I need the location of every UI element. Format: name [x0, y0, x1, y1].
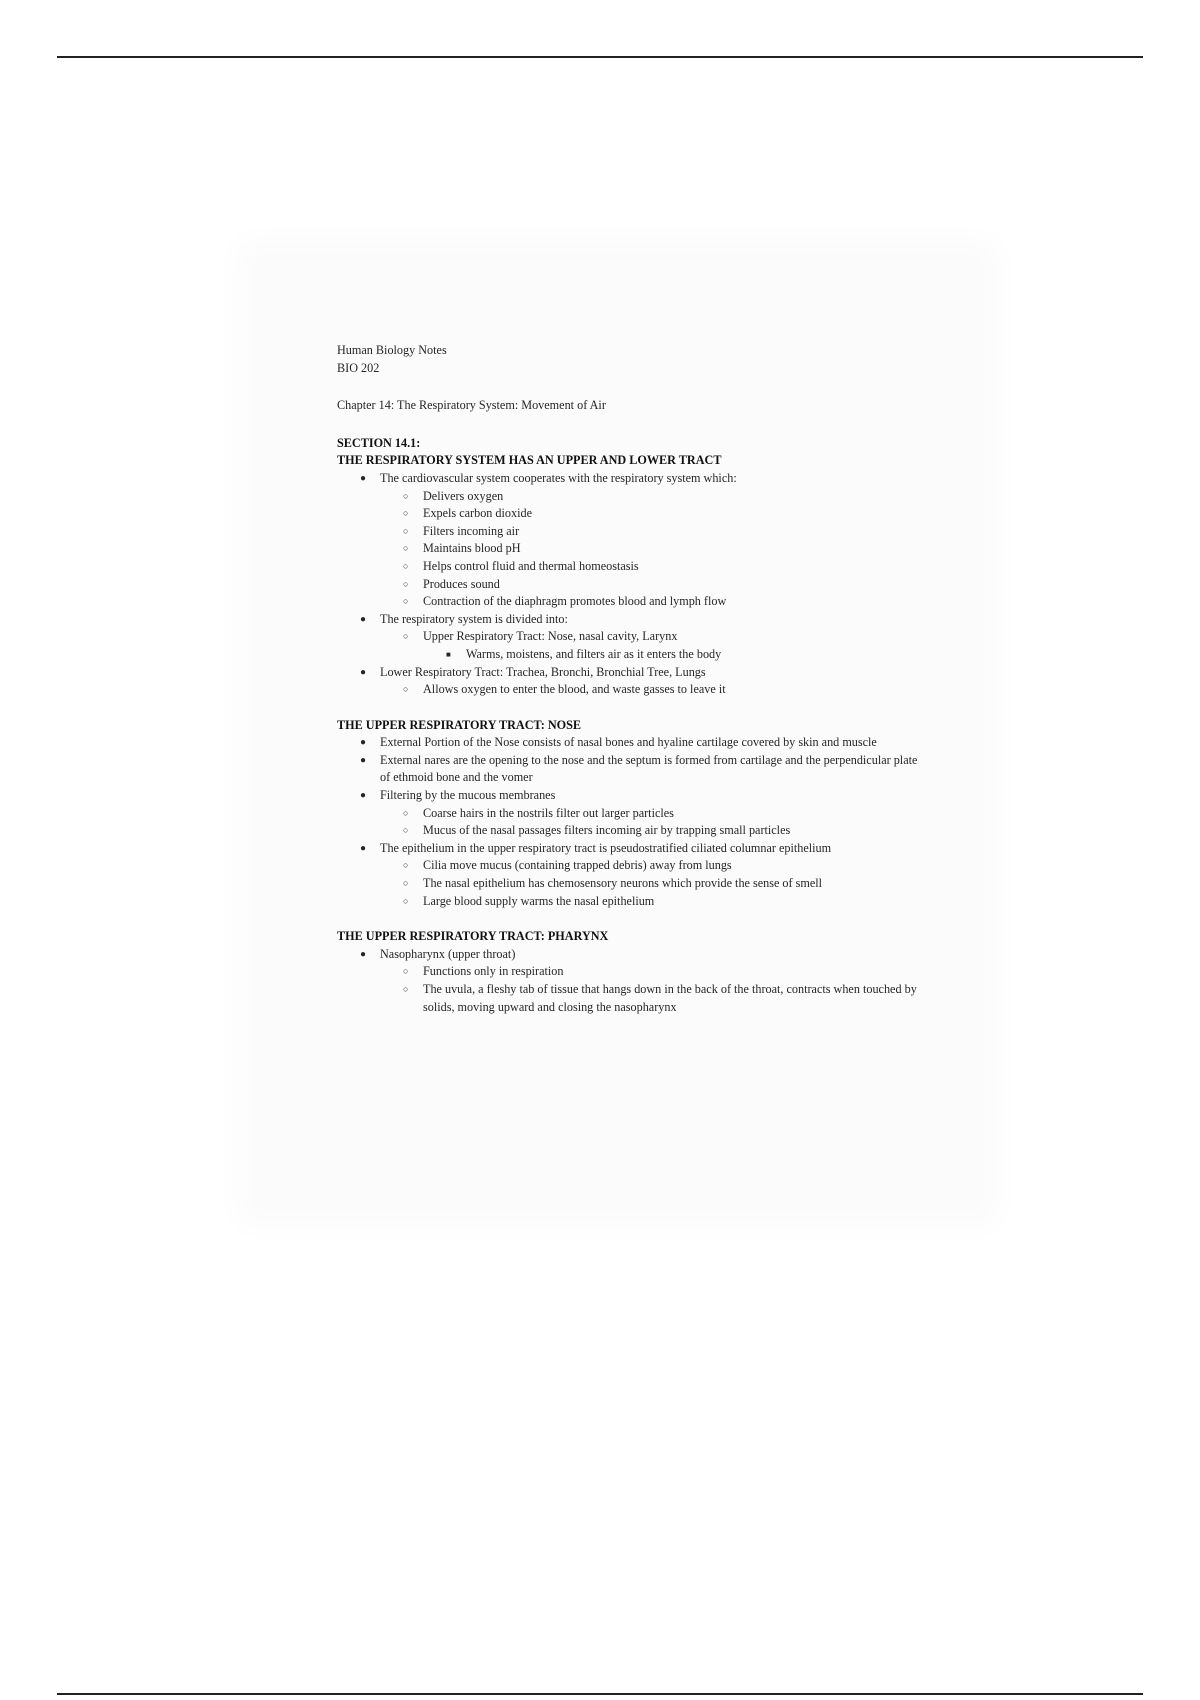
list-item [337, 946, 927, 964]
list-item [337, 611, 927, 629]
section-label: SECTION 14.1: [337, 435, 421, 450]
list-item-text: The nasal epithelium has chemosensory neurons which provide the sense of smell [423, 876, 823, 891]
circle-marker: ○ [403, 560, 409, 571]
section-heading-tracts: THE RESPIRATORY SYSTEM HAS AN UPPER AND LOWER TRACT [337, 453, 722, 468]
list-item [337, 893, 927, 911]
list-item-text: The epithelium in the upper respiratory tract is pseudostratified ciliated columnar epithelium [380, 840, 832, 855]
list-item [337, 523, 927, 541]
nose-list [337, 734, 927, 910]
list-item [337, 646, 927, 664]
circle-marker: ○ [403, 684, 409, 695]
list-item-text: Delivers oxygen [423, 488, 504, 503]
section-heading-pharynx: THE UPPER RESPIRATORY TRACT: PHARYNX [337, 929, 609, 944]
list-item [337, 540, 927, 558]
bullet-marker: ● [360, 613, 367, 625]
bullet-marker: ● [360, 666, 367, 678]
list-item-text: Nasopharynx (upper throat) [380, 946, 516, 961]
list-item-text: Lower Respiratory Tract: Trachea, Bronchi, Bronchial Tree, Lungs [380, 664, 706, 679]
list-item-text: Warms, moistens, and filters air as it enters the body [466, 646, 722, 661]
list-item-text: External Portion of the Nose consists of nasal bones and hyaline cartilage covered by skin and muscle [380, 735, 877, 750]
list-item-text: Mucus of the nasal passages filters incoming air by trapping small particles [423, 823, 791, 838]
list-item-text: Helps control fluid and thermal homeostasis [423, 558, 639, 573]
list-item [337, 488, 927, 506]
bullet-marker: ● [360, 790, 367, 802]
list-item-text: Functions only in respiration [423, 964, 564, 979]
circle-marker: ○ [403, 490, 409, 501]
list-item [337, 875, 927, 893]
list-item [337, 805, 927, 823]
list-item-text: Large blood supply warms the nasal epithelium [423, 893, 655, 908]
circle-marker: ○ [403, 596, 409, 607]
bullet-marker: ● [360, 754, 367, 766]
notes-title: Human Biology Notes [337, 343, 447, 357]
list-item [337, 787, 927, 805]
list-item [337, 963, 927, 981]
circle-marker: ○ [403, 543, 409, 554]
list-item-text: The respiratory system is divided into: [380, 611, 568, 626]
list-item [337, 981, 927, 1016]
list-item-text: Filters incoming air [423, 523, 520, 538]
list-item [337, 576, 927, 594]
chapter-title: Chapter 14: The Respiratory System: Movement of Air [337, 398, 606, 413]
list-item-text: Upper Respiratory Tract: Nose, nasal cavity, Larynx [423, 629, 678, 644]
circle-marker: ○ [403, 860, 409, 871]
circle-marker: ○ [403, 525, 409, 536]
circle-marker: ○ [403, 578, 409, 589]
circle-marker: ○ [403, 966, 409, 977]
circle-marker: ○ [403, 984, 409, 994]
list-item [337, 505, 927, 523]
list-item [337, 752, 927, 787]
list-item [337, 628, 927, 646]
list-item [337, 681, 927, 699]
list-item [337, 664, 927, 682]
list-item [337, 470, 927, 488]
course-code: BIO 202 [337, 360, 380, 375]
bullet-marker: ● [360, 737, 367, 749]
tracts-list [337, 470, 927, 699]
circle-marker: ○ [403, 807, 409, 818]
circle-marker: ○ [403, 825, 409, 836]
circle-marker: ○ [403, 508, 409, 519]
bullet-marker: ● [360, 472, 367, 484]
list-item [337, 593, 927, 611]
list-item [337, 840, 927, 858]
list-item-text: Cilia move mucus (containing trapped debris) away from lungs [423, 858, 732, 873]
list-item-text: Contraction of the diaphragm promotes blood and lymph flow [423, 594, 727, 609]
list-item-text: The cardiovascular system cooperates with the respiratory system which: [380, 470, 737, 485]
list-item [337, 558, 927, 576]
bottom-rule [57, 1693, 1143, 1695]
section-heading-nose: THE UPPER RESPIRATORY TRACT: NOSE [337, 717, 582, 732]
list-item [337, 857, 927, 875]
top-rule [57, 56, 1143, 58]
circle-marker: ○ [403, 631, 409, 642]
list-item-text: External nares are the opening to the nose and the septum is formed from cartilage and the perpendicular plate of ethmoid bone and the vomer [380, 752, 918, 785]
list-item-text: Coarse hairs in the nostrils filter out larger particles [423, 805, 674, 820]
list-item [337, 822, 927, 840]
list-item-text: Maintains blood pH [423, 541, 521, 556]
bullet-marker: ● [360, 948, 367, 960]
list-item-text: Produces sound [423, 576, 500, 591]
list-item-text: Allows oxygen to enter the blood, and waste gasses to leave it [423, 682, 726, 697]
square-marker: ■ [446, 649, 451, 659]
list-item-text: The uvula, a fleshy tab of tissue that hangs down in the back of the throat, contracts when touched by solids, moving upward and closing the nasopharynx [423, 982, 917, 1014]
list-item-text: Expels carbon dioxide [423, 506, 532, 521]
document-content [337, 342, 927, 1016]
list-item-text: Filtering by the mucous membranes [380, 788, 556, 803]
pharynx-list [337, 946, 927, 1016]
list-item [337, 734, 927, 752]
bullet-marker: ● [360, 842, 367, 854]
circle-marker: ○ [403, 895, 409, 906]
circle-marker: ○ [403, 878, 409, 889]
